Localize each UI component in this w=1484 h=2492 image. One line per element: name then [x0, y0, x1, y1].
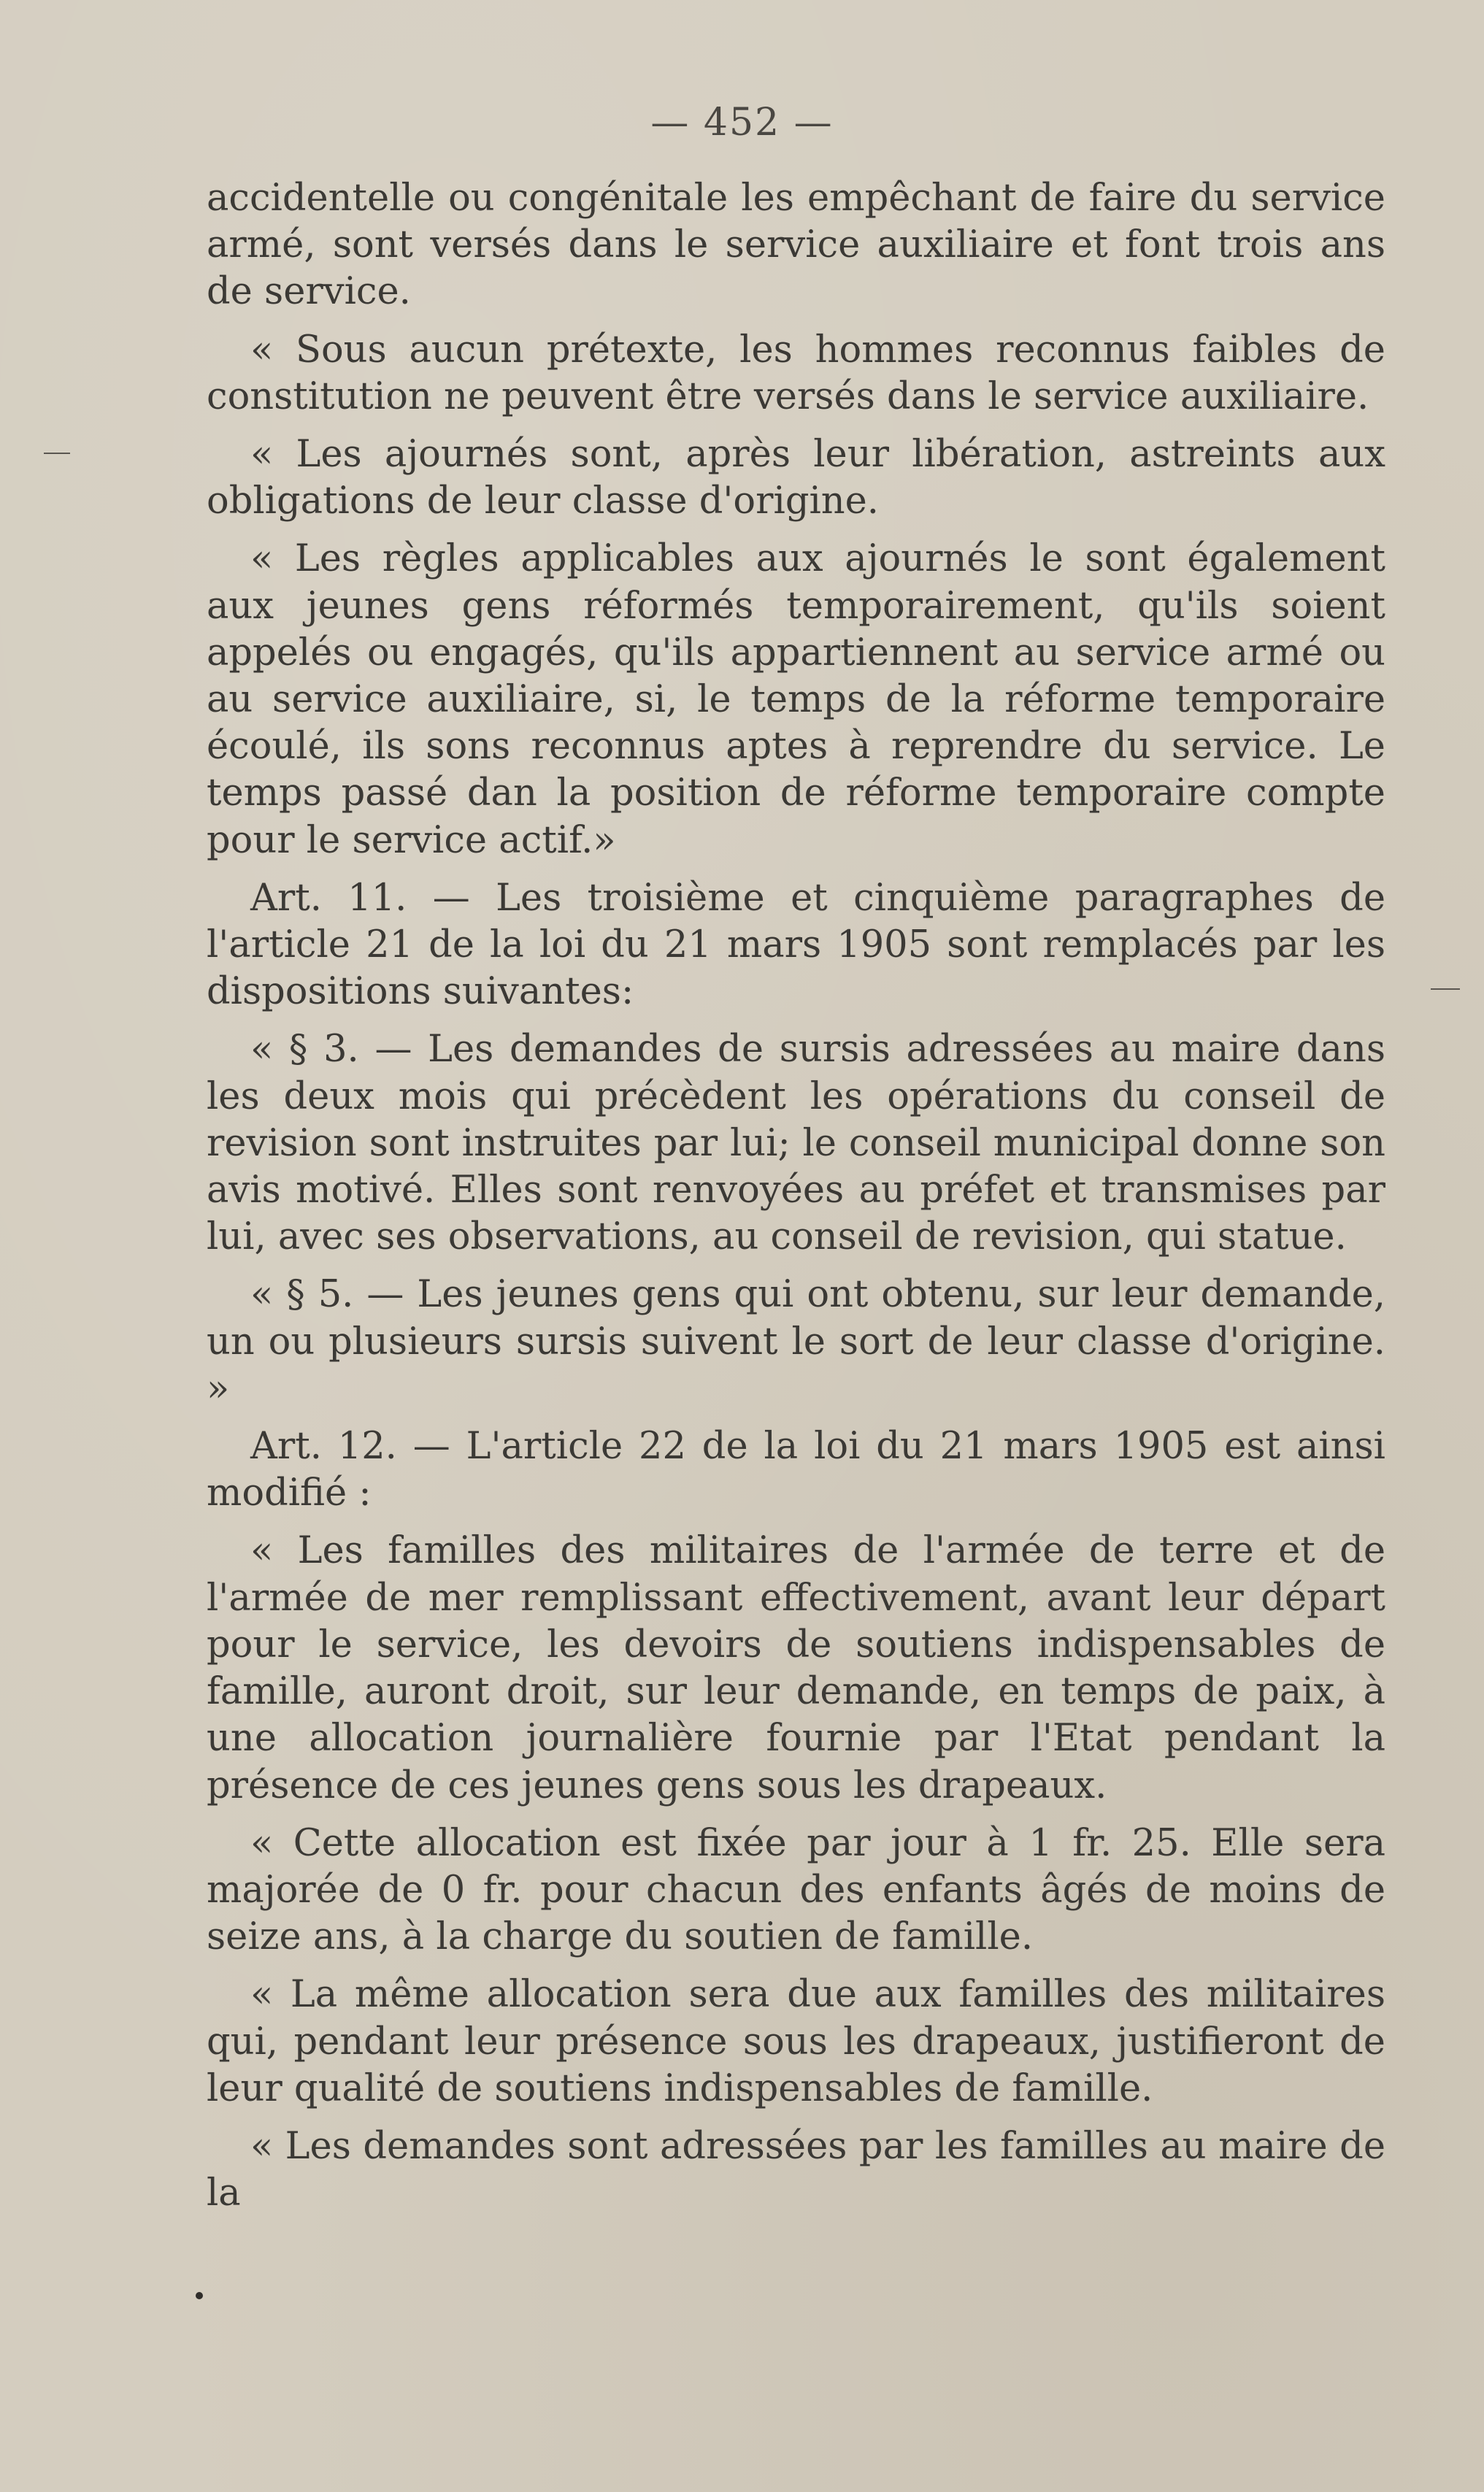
paragraph: « § 3. — Les demandes de sursis adressées au maire dans les deux mois qui précèdent les opérations du conseil de revision sont instruites par lui; le conseil municipal donne son avis motivé. Elles sont renvoyées au préfet et transmises par lui, avec ses observations, au conseil de revision, qui statue.: [207, 1028, 1385, 1259]
margin-mark: [44, 453, 70, 454]
article-12: Art. 12. — L'article 22 de la loi du 21 mars 1905 est ainsi modifié :: [207, 1425, 1385, 1515]
paragraph: « Les ajournés sont, après leur libération, astreints aux obligations de leur classe d'origine.: [207, 433, 1385, 523]
paragraph-continuation: accidentelle ou congénitale les empêchant de faire du service armé, sont versés dans le service auxiliaire et font trois ans de service.: [207, 177, 1385, 314]
paragraph: « Cette allocation est fixée par jour à 1 fr. 25. Elle sera majorée de 0 fr. pour chacun des enfants âgés de moins de seize ans, à la charge du soutien de famille.: [207, 1821, 1385, 1959]
paragraph: « § 5. — Les jeunes gens qui ont obtenu, sur leur demande, un ou plusieurs sursis suivent le sort de leur classe d'origine. »: [207, 1273, 1385, 1410]
paragraph: « Les familles des militaires de l'armée de terre et de l'armée de mer remplissant effectivement, avant leur départ pour le service, les devoirs de soutiens indispensables de famille, auront droit, sur leur demande, en temps de paix, à une allocation journalière fournie par l'Etat pendant la présence de ces jeunes gens sous les drapeaux.: [207, 1529, 1385, 1807]
page-number: — 452 —: [650, 101, 834, 145]
body-text: [207, 175, 1385, 2228]
ink-speck: [196, 2292, 203, 2299]
paragraph: « La même allocation sera due aux familles des militaires qui, pendant leur présence sous les drapeaux, justifieront de leur qualité de soutiens indispensables de famille.: [207, 1973, 1385, 2110]
paragraph: « Sous aucun prétexte, les hommes reconnus faibles de constitution ne peuvent être versés dans le service auxiliaire.: [207, 328, 1385, 418]
paragraph-truncated: « Les demandes sont adressées par les familles au maire de la: [207, 2124, 1385, 2215]
paragraph: « Les règles applicables aux ajournés le sont également aux jeunes gens réformés temporairement, qu'ils soient appelés ou engagés, qu'ils appartiennent au service armé ou au service auxiliaire, si, le temps de la réforme temporaire écoulé, ils sons reconnus aptes à reprendre du service. Le temps passé dan la position de réforme temporaire compte pour le service actif.»: [207, 537, 1385, 862]
article-11: Art. 11. — Les troisième et cinquième paragraphes de l'article 21 de la loi du 21 mars 1905 sont remplacés par les dispositions suivantes:: [207, 876, 1385, 1014]
margin-mark: [1431, 988, 1460, 990]
